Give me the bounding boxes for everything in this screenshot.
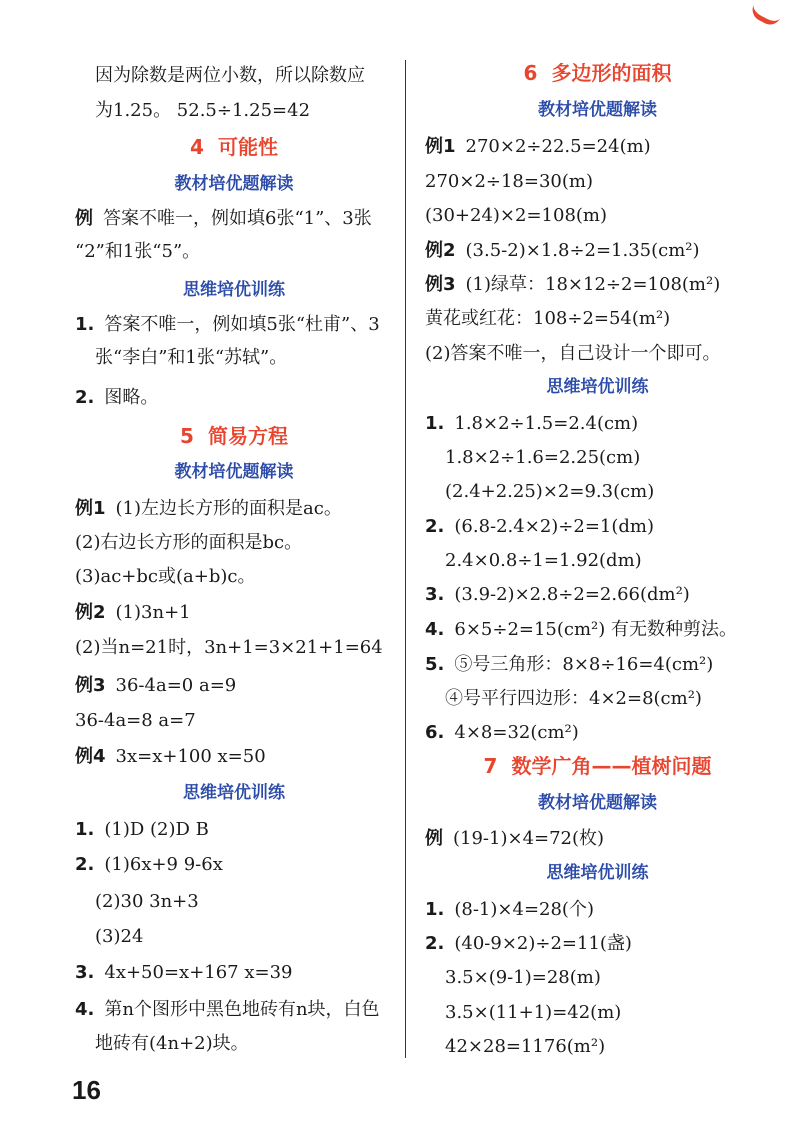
s5-q3-text: 4x+50=x+167 x=39 [104, 962, 293, 983]
section-5-subheading-2: 思维培优训练 [183, 783, 285, 803]
s4-q1-label: 1. [75, 314, 95, 335]
s7-q2-line-3: 3.5×(11+1)=42(m) [445, 1002, 622, 1023]
s7-q1-text: (8-1)×4=28(个) [454, 899, 594, 920]
s5-ex1-text: (1)左边长方形的面积是ac。 [115, 498, 342, 519]
s6-q1-line-2: 1.8×2÷1.6=2.25(cm) [445, 447, 641, 468]
section-4-title [75, 134, 393, 160]
section-7-title [425, 753, 770, 779]
section-6-number: 6 [523, 61, 538, 85]
section-7-number: 7 [483, 754, 498, 778]
s5-ex1-line-3: (3)ac+bc或(a+b)c。 [75, 566, 256, 587]
s6-q2-line-1 [425, 515, 654, 539]
s5-ex2-line-2: (2)当n=21时，3n+1=3×21+1=64 [75, 637, 383, 658]
s6-q4-text: 6×5÷2=15(cm²) 有无数种剪法。 [454, 619, 738, 640]
s5-q2-line-3: (3)24 [95, 926, 144, 947]
s4-q2-label: 2. [75, 387, 95, 408]
s6-ex2-label: 例2 [425, 240, 456, 261]
s5-q4-text: 第n个图形中黑色地砖有n块，白色 [104, 999, 380, 1020]
s5-q1-label: 1. [75, 819, 95, 840]
s6-ex3-line-1 [425, 273, 720, 297]
s5-ex1-line-2: (2)右边长方形的面积是bc。 [75, 532, 303, 553]
s6-q1-line-1 [425, 412, 638, 436]
s7-ex-line [425, 827, 604, 851]
section-7-title-text: 数学广角——植树问题 [511, 754, 712, 778]
s5-ex2-line-1 [75, 601, 191, 625]
s4-q2-text: 图略。 [104, 387, 159, 408]
s6-ex3-line-2: 黄花或红花：108÷2=54(m²) [425, 308, 671, 329]
s6-q6-line [425, 721, 579, 745]
s5-q4-line-1 [75, 998, 380, 1022]
s5-ex4-text: 3x=x+100 x=50 [115, 746, 266, 767]
s6-q1-label: 1. [425, 413, 445, 434]
s4-example-label: 例 [75, 208, 93, 229]
section-7-subheading-2: 思维培优训练 [546, 863, 649, 883]
s7-q2-line-2: 3.5×(9-1)=28(m) [445, 967, 601, 988]
s6-ex3-label: 例3 [425, 274, 456, 295]
page-number: 16 [72, 1075, 101, 1105]
s6-q2-line-2: 2.4×0.8÷1=1.92(dm) [445, 550, 642, 571]
s6-q4-label: 4. [425, 619, 445, 640]
s6-q5-line-2: ④号平行四边形：4×2=8(cm²) [445, 688, 702, 709]
s5-ex3-line-1 [75, 674, 236, 698]
s6-ex2-text: (3.5-2)×1.8÷2=1.35(cm²) [465, 240, 700, 261]
section-6-subheading-2: 思维培优训练 [546, 377, 649, 397]
s4-q1-line-1 [75, 313, 380, 337]
s5-q4-line-2: 地砖有(4n+2)块。 [95, 1033, 249, 1054]
s7-q2-line-1 [425, 932, 632, 956]
s6-q1-line-3: (2.4+2.25)×2=9.3(cm) [445, 481, 655, 502]
s4-q2-line [75, 386, 158, 410]
section-5-number: 5 [180, 424, 194, 448]
s6-q6-label: 6. [425, 722, 445, 743]
s5-ex3-text: 36-4a=0 a=9 [115, 675, 237, 696]
s5-q3-label: 3. [75, 962, 95, 983]
s6-ex1-label: 例1 [425, 136, 456, 157]
s6-ex1-line-2: 270×2÷18=30(m) [425, 171, 593, 192]
s7-ex-label: 例 [425, 828, 443, 849]
s5-ex1-label: 例1 [75, 498, 106, 519]
column-divider [405, 60, 406, 1058]
s5-q2-line-1 [75, 853, 223, 877]
s5-q2-text: (1)6x+9 9-6x [104, 854, 223, 875]
section-4-subheading-2: 思维培优训练 [183, 280, 285, 300]
section-4-title-text: 可能性 [217, 135, 278, 159]
s6-q5-label: 5. [425, 654, 445, 675]
s6-ex1-line-1 [425, 135, 651, 159]
s5-ex2-text: (1)3n+1 [115, 602, 191, 623]
s6-q3-line [425, 583, 690, 607]
section-4-subheading-1: 教材培优题解读 [174, 174, 294, 194]
s6-q5-line-1 [425, 653, 713, 677]
section-5-title-text: 简易方程 [207, 424, 288, 448]
section-6-title-text: 多边形的面积 [551, 61, 672, 85]
s6-ex1-text: 270×2÷22.5=24(m) [465, 136, 651, 157]
s5-ex2-label: 例2 [75, 602, 106, 623]
s5-q1-text: (1)D (2)D B [104, 819, 209, 840]
s5-ex3-label: 例3 [75, 675, 106, 696]
s6-q2-label: 2. [425, 516, 445, 537]
s5-ex1-line-1 [75, 497, 342, 521]
s4-q1-line-2: 张“李白”和1张“苏轼”。 [95, 347, 288, 368]
s5-q4-label: 4. [75, 999, 95, 1020]
section-4-number: 4 [190, 135, 204, 159]
s6-q4-line [425, 618, 737, 642]
s6-q2-text: (6.8-2.4×2)÷2=1(dm) [454, 516, 654, 537]
s7-q2-line-4: 42×28=1176(m²) [445, 1036, 606, 1057]
s5-q3-line [75, 961, 293, 985]
s5-q2-label: 2. [75, 854, 95, 875]
section-5-title [75, 423, 393, 449]
section-6-title [425, 60, 770, 86]
corner-decoration [748, 0, 785, 29]
s6-q3-label: 3. [425, 584, 445, 605]
s4-example-text-1: 答案不唯一，例如填6张“1”、3张 [103, 208, 372, 229]
s6-q5-text: ⑤号三角形：8×8÷16=4(cm²) [454, 654, 714, 675]
s5-q2-line-2: (2)30 3n+3 [95, 891, 199, 912]
s4-example-line-2: “2”和1张“5”。 [75, 241, 201, 262]
s6-ex1-line-3: (30+24)×2=108(m) [425, 205, 608, 226]
intro-line-2: 为1.25。 52.5÷1.25=42 [95, 100, 311, 121]
s7-ex-text: (19-1)×4=72(枚) [453, 828, 605, 849]
s5-ex4-line [75, 745, 266, 769]
s7-q2-text: (40-9×2)÷2=11(盏) [454, 933, 632, 954]
s7-q1-line [425, 898, 594, 922]
s6-q3-text: (3.9-2)×2.8÷2=2.66(dm²) [454, 584, 690, 605]
s7-q2-label: 2. [425, 933, 445, 954]
s6-ex3-line-3: (2)答案不唯一，自己设计一个即可。 [425, 343, 721, 364]
s6-ex2-line [425, 239, 700, 263]
s5-q1-line [75, 818, 209, 842]
s5-ex4-label: 例4 [75, 746, 106, 767]
section-5-subheading-1: 教材培优题解读 [174, 462, 294, 482]
s6-ex3-text: (1)绿草：18×12÷2=108(m²) [465, 274, 721, 295]
s7-q1-label: 1. [425, 899, 445, 920]
s4-example-line-1 [75, 207, 372, 231]
s4-q1-text-1: 答案不唯一，例如填5张“杜甫”、3 [104, 314, 380, 335]
section-6-subheading-1: 教材培优题解读 [538, 100, 657, 120]
s6-q1-text: 1.8×2÷1.5=2.4(cm) [454, 413, 639, 434]
s6-q6-text: 4×8=32(cm²) [454, 722, 579, 743]
s5-ex3-line-2: 36-4a=8 a=7 [75, 710, 196, 731]
intro-line-1: 因为除数是两位小数，所以除数应 [95, 65, 365, 86]
section-7-subheading-1: 教材培优题解读 [538, 793, 657, 813]
